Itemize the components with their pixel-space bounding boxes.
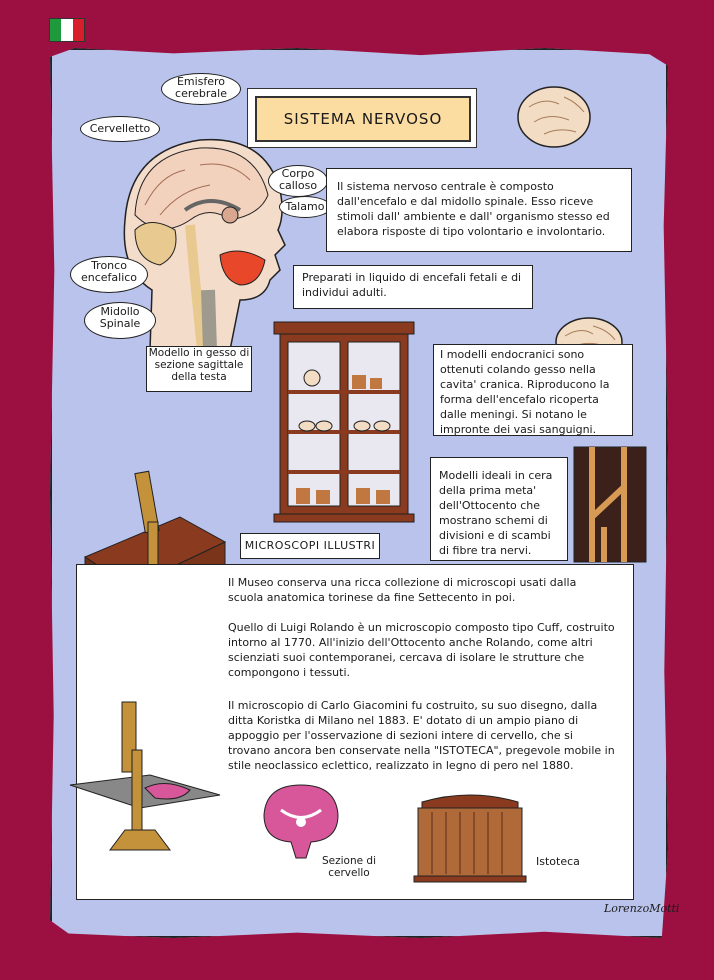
istoteca-label: Istoteca <box>536 855 580 868</box>
rolando-text: Quello di Luigi Rolando è un microscopio composto tipo Cuff, costruito intorno al 1770. All'inizio dell'Ottocento anche Rolando, come altri scienziati suoi contemporanei, cercava di isolare le strutture che compongono i tessuti. <box>228 621 615 679</box>
intro-text: Il sistema nervoso centrale è composto dall'encefalo e dal midollo spinale. Esso riceve stimoli dall' ambiente e dall' organismo stesso ed elabora risposte di tipo volontario e involontario. <box>326 168 632 252</box>
brain-section-illustration <box>256 780 346 860</box>
specimen-cabinet <box>272 320 416 524</box>
wax-nerve-model <box>574 447 646 562</box>
label-tronco-encefalico: Tronco encefalico <box>70 256 148 293</box>
sezione-label: Sezione di cervello <box>321 855 376 879</box>
endocast-brain-icon <box>514 82 594 152</box>
artist-signature: LorenzoMotti <box>604 902 680 915</box>
microscopi-label: MICROSCOPI ILLUSTRI <box>240 533 380 559</box>
label-corpo-calloso: Corpo calloso <box>268 165 328 197</box>
label-modello-gesso: Modello in gesso di sezione sagittale della testa <box>146 346 252 392</box>
cera-text: Modelli ideali in cera della prima meta' dell'Ottocento che mostrano schemi di divisioni e di scambi di fibre tra nervi. <box>430 457 568 561</box>
label-emisfero-cerebrale: Emisfero cerebrale <box>161 73 241 105</box>
label-talamo: Talamo <box>279 196 331 218</box>
giacomini-text: Il microscopio di Carlo Giacomini fu costruito, su suo disegno, dalla ditta Koristka di Milano nel 1883. E' dotato di un ampio piano di appoggio per l'osservazione di sezioni intere di cervello, che si trovano ancora ben conservate nella "ISTOTECA", pregevole mobile in stile neoclassico eclettico, realizzato in legno di pero nel 1880. <box>228 699 615 772</box>
endocranici-text: I modelli endocranici sono ottenuti colando gesso nella cavita' cranica. Riproducono la forma dell'encefalo ricoperta dalle meningi. Si notano le impronte dei vasi sanguigni. <box>433 344 633 436</box>
giacomini-microscope <box>70 690 230 860</box>
museo-text: Il Museo conserva una ricca collezione di microscopi usati dalla scuola anatomica torinese da fine Settecento in poi. <box>228 576 577 604</box>
label-cervelletto: Cervelletto <box>80 116 160 142</box>
italian-flag-icon[interactable] <box>49 18 85 42</box>
preparati-text: Preparati in liquido di encefali fetali e di individui adulti. <box>293 265 533 309</box>
label-midollo-spinale: Midollo Spinale <box>84 302 156 339</box>
page-title: SISTEMA NERVOSO <box>255 96 471 142</box>
istoteca-cabinet <box>412 788 528 884</box>
